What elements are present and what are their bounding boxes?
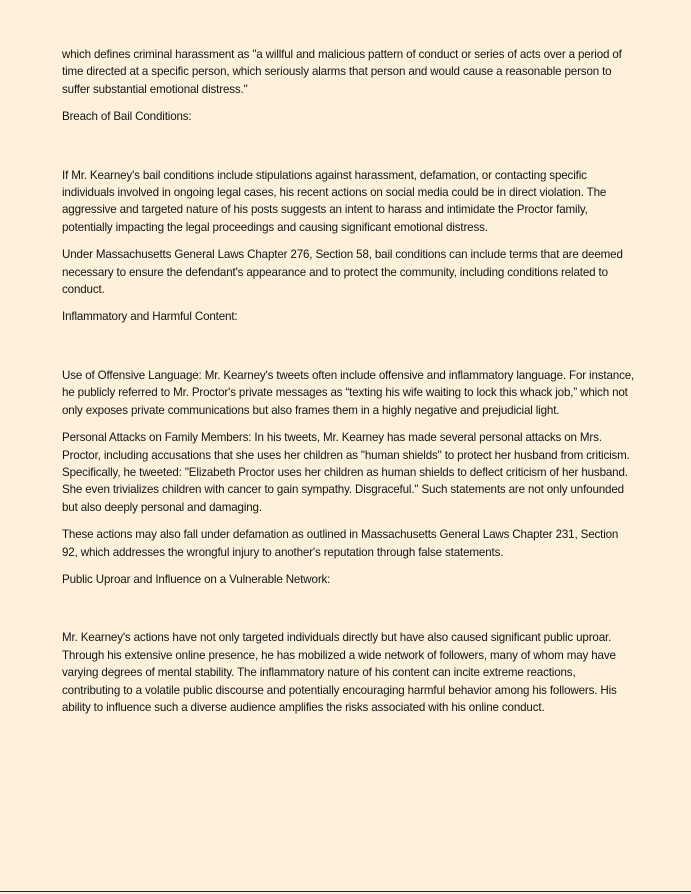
paragraph-criminal-harassment-definition: which defines criminal harassment as "a willful and malicious pattern of conduct or series of acts over a period of time directed at a specific person, which seriously alarms that person and would cause a reasonable person to suffer substantial emotional distress." bbox=[62, 48, 622, 96]
spacer bbox=[62, 336, 635, 367]
spacer bbox=[62, 598, 635, 629]
spacer bbox=[62, 136, 635, 167]
section-heading-breach-of-bail: Breach of Bail Conditions: bbox=[62, 110, 192, 124]
paragraph-defamation-chapter-231: These actions may also fall under defamation as outlined in Massachusetts General Laws Chapter 231, Section 92, which addresses the wrongful injury to another's reputation through false statements. bbox=[62, 528, 619, 559]
paragraph-personal-attacks: Personal Attacks on Family Members: In his tweets, Mr. Kearney has made several personal attacks on Mrs. Proctor, including accusations that she uses her children as "human shields" to protect her husband from criticism. Specifically, he tweeted: "Elizabeth Proctor uses her children as human shields to deflect criticism of her husband. She even trivializes children with cancer to gain sympathy. Disgraceful." Such statements are not only unfounded but also deeply personal and damaging. bbox=[62, 431, 630, 514]
section-heading-public-uproar: Public Uproar and Influence on a Vulnerable Network: bbox=[62, 572, 331, 586]
paragraph-bail-conditions: If Mr. Kearney's bail conditions include stipulations against harassment, defamation, or contacting specific individuals involved in ongoing legal cases, his recent actions on social media could be in direct violation. The aggressive and targeted nature of his posts suggests an intent to harass and intimidate the Proctor family, potentially impacting the legal proceedings and causing significant emotional distress. bbox=[62, 168, 607, 234]
paragraph-online-influence: Mr. Kearney's actions have not only targeted individuals directly but have also caused significant public uproar. Through his extensive online presence, he has mobilized a wide network of followers, many of whom may have varying degrees of mental stability. The inflammatory nature of his content can incite extreme reactions, contributing to a volatile public discourse and potentially encouraging harmful behavior among his followers. His ability to influence such a diverse audience amplifies the risks associated with his online conduct. bbox=[62, 631, 617, 714]
section-heading-inflammatory-content: Inflammatory and Harmful Content: bbox=[62, 310, 238, 324]
paragraph-mass-law-chapter-276: Under Massachusetts General Laws Chapter 276, Section 58, bail conditions can include terms that are deemed necessary to ensure the defendant's appearance and to protect the community, including conditions related to conduct. bbox=[62, 248, 623, 297]
page-bottom-divider bbox=[0, 891, 691, 892]
paragraph-offensive-language: Use of Offensive Language: Mr. Kearney's tweets often include offensive and inflammatory language. For instance, he publicly referred to Mr. Proctor's private messages as “texting his wife waiting to lock this whack job,” which not only exposes private communications but also frames them in a highly negative and prejudicial light. bbox=[62, 368, 635, 417]
